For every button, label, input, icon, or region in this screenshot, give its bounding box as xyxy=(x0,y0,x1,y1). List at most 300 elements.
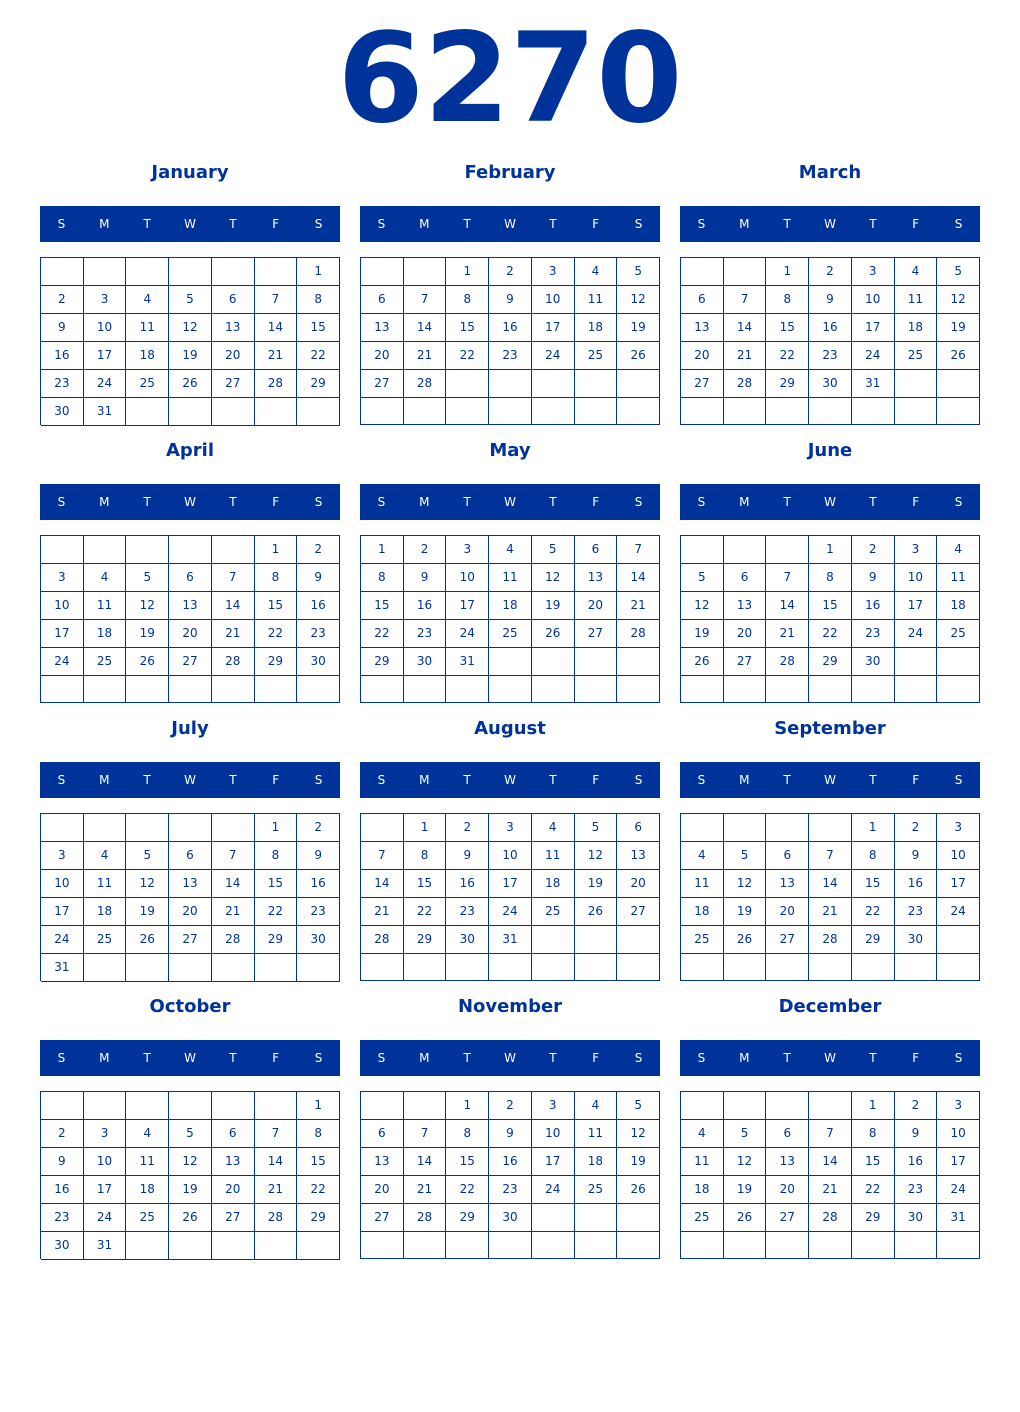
empty-cell xyxy=(489,370,532,398)
empty-cell xyxy=(255,676,298,703)
day-cell: 8 xyxy=(404,842,447,870)
empty-cell xyxy=(255,1092,298,1120)
day-cell: 16 xyxy=(297,592,340,620)
weekday-header xyxy=(680,484,980,520)
weekday-label: F xyxy=(912,217,920,231)
day-cell: 12 xyxy=(169,1148,212,1176)
day-cell: 7 xyxy=(404,1120,447,1148)
empty-cell xyxy=(126,1232,169,1260)
weekday-label: T xyxy=(229,773,237,787)
day-cell: 9 xyxy=(41,314,84,342)
weekday-label: S xyxy=(954,1051,963,1065)
weekday-label: T xyxy=(783,1051,791,1065)
empty-cell xyxy=(532,398,575,425)
day-cell: 21 xyxy=(724,342,767,370)
empty-cell xyxy=(361,1232,404,1259)
day-cell: 21 xyxy=(255,342,298,370)
day-cell: 3 xyxy=(937,814,980,842)
day-cell: 30 xyxy=(809,370,852,398)
empty-cell xyxy=(937,954,980,981)
day-cell: 23 xyxy=(404,620,447,648)
weekday-header xyxy=(360,762,660,798)
day-cell: 13 xyxy=(361,1148,404,1176)
day-cell: 8 xyxy=(297,1120,340,1148)
empty-cell xyxy=(532,370,575,398)
day-cell: 18 xyxy=(681,898,724,926)
day-cell: 24 xyxy=(852,342,895,370)
empty-cell xyxy=(617,1232,660,1259)
weekday-label: F xyxy=(592,495,600,509)
day-cell: 25 xyxy=(126,370,169,398)
day-grid xyxy=(360,1091,660,1259)
day-cell: 31 xyxy=(852,370,895,398)
day-cell: 7 xyxy=(724,286,767,314)
weekday-label: M xyxy=(99,217,110,231)
empty-cell xyxy=(212,1232,255,1260)
empty-cell xyxy=(169,536,212,564)
day-cell: 9 xyxy=(852,564,895,592)
day-cell: 9 xyxy=(297,842,340,870)
empty-cell xyxy=(126,1092,169,1120)
day-cell: 15 xyxy=(766,314,809,342)
day-cell: 11 xyxy=(84,592,127,620)
empty-cell xyxy=(575,954,618,981)
day-cell: 28 xyxy=(724,370,767,398)
day-cell: 1 xyxy=(255,814,298,842)
day-cell: 4 xyxy=(937,536,980,564)
empty-cell xyxy=(724,814,767,842)
day-cell: 1 xyxy=(404,814,447,842)
day-cell: 4 xyxy=(84,564,127,592)
day-cell: 8 xyxy=(361,564,404,592)
day-cell: 29 xyxy=(446,1204,489,1232)
weekday-label: S xyxy=(954,495,963,509)
day-cell: 23 xyxy=(297,898,340,926)
empty-cell xyxy=(169,1232,212,1260)
day-cell: 4 xyxy=(681,842,724,870)
empty-cell xyxy=(532,676,575,703)
weekday-label: S xyxy=(634,495,643,509)
empty-cell xyxy=(84,676,127,703)
weekday-header xyxy=(680,1040,980,1076)
weekday-label: S xyxy=(314,1051,323,1065)
weekday-label: T xyxy=(549,217,557,231)
day-cell: 3 xyxy=(84,286,127,314)
month-name: November xyxy=(457,996,563,1017)
day-cell: 17 xyxy=(446,592,489,620)
empty-cell xyxy=(681,398,724,425)
day-cell: 22 xyxy=(852,898,895,926)
weekday-label: W xyxy=(824,773,836,787)
day-cell: 17 xyxy=(532,1148,575,1176)
empty-cell xyxy=(532,954,575,981)
day-cell: 15 xyxy=(404,870,447,898)
day-cell: 6 xyxy=(169,564,212,592)
day-cell: 10 xyxy=(852,286,895,314)
day-cell: 14 xyxy=(404,314,447,342)
day-cell: 21 xyxy=(404,342,447,370)
day-cell: 17 xyxy=(41,620,84,648)
day-cell: 15 xyxy=(297,314,340,342)
weekday-label: T xyxy=(229,495,237,509)
day-cell: 31 xyxy=(84,1232,127,1260)
empty-cell xyxy=(489,398,532,425)
weekday-label: W xyxy=(184,217,196,231)
empty-cell xyxy=(852,676,895,703)
day-cell: 2 xyxy=(297,814,340,842)
weekday-label: T xyxy=(549,495,557,509)
day-cell: 5 xyxy=(617,258,660,286)
day-cell: 13 xyxy=(766,1148,809,1176)
day-cell: 22 xyxy=(297,342,340,370)
day-cell: 26 xyxy=(617,1176,660,1204)
day-cell: 11 xyxy=(937,564,980,592)
day-cell: 5 xyxy=(532,536,575,564)
day-cell: 15 xyxy=(809,592,852,620)
weekday-label: F xyxy=(912,1051,920,1065)
day-cell: 5 xyxy=(169,1120,212,1148)
weekday-label: M xyxy=(739,217,750,231)
day-cell: 10 xyxy=(895,564,938,592)
day-cell: 23 xyxy=(297,620,340,648)
day-cell: 24 xyxy=(937,1176,980,1204)
empty-cell xyxy=(681,954,724,981)
day-cell: 11 xyxy=(532,842,575,870)
weekday-header xyxy=(680,206,980,242)
day-cell: 11 xyxy=(126,314,169,342)
day-cell: 1 xyxy=(297,258,340,286)
empty-cell xyxy=(126,258,169,286)
day-cell: 22 xyxy=(404,898,447,926)
empty-cell xyxy=(361,258,404,286)
day-cell: 27 xyxy=(724,648,767,676)
empty-cell xyxy=(404,398,447,425)
day-cell: 22 xyxy=(361,620,404,648)
day-cell: 27 xyxy=(766,1204,809,1232)
weekday-label: T xyxy=(869,495,877,509)
weekday-label: F xyxy=(592,217,600,231)
empty-cell xyxy=(852,1232,895,1259)
day-cell: 20 xyxy=(766,898,809,926)
day-cell: 6 xyxy=(766,842,809,870)
day-cell: 7 xyxy=(255,286,298,314)
day-cell: 17 xyxy=(895,592,938,620)
empty-cell xyxy=(41,258,84,286)
day-cell: 30 xyxy=(297,648,340,676)
empty-cell xyxy=(446,1232,489,1259)
day-cell: 28 xyxy=(809,926,852,954)
weekday-label: M xyxy=(419,495,430,509)
day-grid xyxy=(360,813,660,981)
empty-cell xyxy=(681,1092,724,1120)
day-cell: 28 xyxy=(212,926,255,954)
day-cell: 6 xyxy=(766,1120,809,1148)
empty-cell xyxy=(212,814,255,842)
day-cell: 23 xyxy=(895,898,938,926)
empty-cell xyxy=(489,954,532,981)
day-cell: 21 xyxy=(809,898,852,926)
empty-cell xyxy=(404,676,447,703)
empty-cell xyxy=(84,536,127,564)
day-cell: 5 xyxy=(575,814,618,842)
empty-cell xyxy=(361,676,404,703)
day-cell: 20 xyxy=(212,1176,255,1204)
day-cell: 10 xyxy=(84,314,127,342)
weekday-label: F xyxy=(912,773,920,787)
empty-cell xyxy=(809,954,852,981)
day-grid xyxy=(40,535,340,703)
day-cell: 26 xyxy=(169,1204,212,1232)
empty-cell xyxy=(575,398,618,425)
day-cell: 14 xyxy=(404,1148,447,1176)
weekday-label: T xyxy=(143,217,151,231)
day-cell: 6 xyxy=(681,286,724,314)
day-cell: 25 xyxy=(84,926,127,954)
day-cell: 26 xyxy=(532,620,575,648)
day-cell: 9 xyxy=(895,842,938,870)
day-grid xyxy=(680,535,980,703)
empty-cell xyxy=(169,258,212,286)
day-cell: 5 xyxy=(724,842,767,870)
empty-cell xyxy=(41,536,84,564)
empty-cell xyxy=(446,370,489,398)
day-cell: 25 xyxy=(681,926,724,954)
day-cell: 10 xyxy=(937,842,980,870)
day-cell: 8 xyxy=(809,564,852,592)
day-cell: 28 xyxy=(809,1204,852,1232)
weekday-header xyxy=(680,762,980,798)
day-cell: 3 xyxy=(852,258,895,286)
day-cell: 29 xyxy=(297,370,340,398)
day-cell: 26 xyxy=(617,342,660,370)
empty-cell xyxy=(575,370,618,398)
day-cell: 18 xyxy=(126,1176,169,1204)
empty-cell xyxy=(532,648,575,676)
empty-cell xyxy=(446,398,489,425)
empty-cell xyxy=(617,676,660,703)
empty-cell xyxy=(361,398,404,425)
day-cell: 26 xyxy=(724,926,767,954)
empty-cell xyxy=(724,536,767,564)
day-cell: 9 xyxy=(41,1148,84,1176)
day-cell: 26 xyxy=(169,370,212,398)
weekday-label: M xyxy=(739,773,750,787)
day-cell: 8 xyxy=(297,286,340,314)
day-cell: 30 xyxy=(895,1204,938,1232)
day-cell: 1 xyxy=(766,258,809,286)
day-cell: 31 xyxy=(446,648,489,676)
day-cell: 4 xyxy=(532,814,575,842)
day-cell: 9 xyxy=(809,286,852,314)
day-cell: 3 xyxy=(532,258,575,286)
weekday-label: F xyxy=(912,495,920,509)
day-cell: 28 xyxy=(212,648,255,676)
day-cell: 1 xyxy=(361,536,404,564)
day-cell: 13 xyxy=(169,870,212,898)
day-cell: 30 xyxy=(852,648,895,676)
day-cell: 31 xyxy=(84,398,127,426)
day-cell: 12 xyxy=(617,1120,660,1148)
day-cell: 2 xyxy=(404,536,447,564)
day-cell: 21 xyxy=(404,1176,447,1204)
empty-cell xyxy=(84,258,127,286)
day-cell: 3 xyxy=(895,536,938,564)
empty-cell xyxy=(895,648,938,676)
weekday-label: T xyxy=(143,773,151,787)
empty-cell xyxy=(404,1232,447,1259)
day-cell: 27 xyxy=(212,370,255,398)
month-name: April xyxy=(165,440,215,461)
day-cell: 24 xyxy=(84,370,127,398)
empty-cell xyxy=(169,676,212,703)
day-cell: 7 xyxy=(404,286,447,314)
empty-cell xyxy=(766,398,809,425)
day-cell: 17 xyxy=(84,342,127,370)
day-cell: 7 xyxy=(255,1120,298,1148)
empty-cell xyxy=(895,954,938,981)
day-cell: 3 xyxy=(532,1092,575,1120)
day-cell: 2 xyxy=(297,536,340,564)
day-cell: 18 xyxy=(532,870,575,898)
day-cell: 27 xyxy=(766,926,809,954)
empty-cell xyxy=(212,258,255,286)
day-cell: 30 xyxy=(41,398,84,426)
empty-cell xyxy=(809,398,852,425)
day-cell: 2 xyxy=(41,1120,84,1148)
day-cell: 6 xyxy=(212,286,255,314)
day-cell: 23 xyxy=(41,370,84,398)
weekday-label: T xyxy=(143,1051,151,1065)
day-cell: 13 xyxy=(169,592,212,620)
day-cell: 20 xyxy=(169,620,212,648)
weekday-label: M xyxy=(99,1051,110,1065)
empty-cell xyxy=(617,398,660,425)
weekday-label: M xyxy=(419,773,430,787)
empty-cell xyxy=(809,1232,852,1259)
weekday-label: T xyxy=(463,1051,471,1065)
day-cell: 8 xyxy=(852,842,895,870)
empty-cell xyxy=(532,1204,575,1232)
day-cell: 5 xyxy=(617,1092,660,1120)
empty-cell xyxy=(126,676,169,703)
day-cell: 2 xyxy=(489,258,532,286)
day-cell: 23 xyxy=(895,1176,938,1204)
empty-cell xyxy=(297,954,340,982)
day-cell: 13 xyxy=(212,314,255,342)
empty-cell xyxy=(255,398,298,426)
day-cell: 17 xyxy=(937,870,980,898)
day-cell: 10 xyxy=(532,286,575,314)
day-cell: 19 xyxy=(724,898,767,926)
day-cell: 3 xyxy=(41,842,84,870)
weekday-label: T xyxy=(783,495,791,509)
day-cell: 17 xyxy=(489,870,532,898)
day-cell: 13 xyxy=(361,314,404,342)
weekday-label: M xyxy=(419,1051,430,1065)
day-cell: 2 xyxy=(895,1092,938,1120)
day-cell: 11 xyxy=(895,286,938,314)
day-cell: 10 xyxy=(489,842,532,870)
day-cell: 29 xyxy=(852,1204,895,1232)
day-cell: 8 xyxy=(255,842,298,870)
empty-cell xyxy=(681,258,724,286)
weekday-label: W xyxy=(824,217,836,231)
weekday-label: S xyxy=(697,773,706,787)
weekday-header xyxy=(40,762,340,798)
weekday-label: M xyxy=(99,495,110,509)
day-cell: 25 xyxy=(532,898,575,926)
weekday-label: T xyxy=(783,217,791,231)
day-cell: 14 xyxy=(724,314,767,342)
day-grid xyxy=(40,1091,340,1259)
day-cell: 28 xyxy=(255,370,298,398)
day-cell: 21 xyxy=(766,620,809,648)
day-grid xyxy=(40,813,340,981)
day-cell: 18 xyxy=(489,592,532,620)
day-cell: 18 xyxy=(575,314,618,342)
day-cell: 1 xyxy=(809,536,852,564)
day-cell: 11 xyxy=(575,286,618,314)
day-cell: 29 xyxy=(809,648,852,676)
empty-cell xyxy=(937,1232,980,1259)
day-cell: 6 xyxy=(212,1120,255,1148)
empty-cell xyxy=(255,954,298,982)
weekday-label: T xyxy=(229,1051,237,1065)
day-cell: 19 xyxy=(126,898,169,926)
empty-cell xyxy=(212,676,255,703)
empty-cell xyxy=(937,926,980,954)
month-name: March xyxy=(798,162,862,183)
empty-cell xyxy=(84,954,127,982)
day-cell: 25 xyxy=(937,620,980,648)
day-cell: 5 xyxy=(126,842,169,870)
day-cell: 23 xyxy=(489,342,532,370)
day-cell: 10 xyxy=(532,1120,575,1148)
empty-cell xyxy=(575,1232,618,1259)
day-cell: 20 xyxy=(212,342,255,370)
day-cell: 20 xyxy=(681,342,724,370)
day-cell: 2 xyxy=(895,814,938,842)
weekday-label: W xyxy=(824,495,836,509)
weekday-header xyxy=(360,484,660,520)
weekday-label: S xyxy=(57,1051,66,1065)
weekday-label: T xyxy=(549,1051,557,1065)
day-cell: 8 xyxy=(446,1120,489,1148)
empty-cell xyxy=(41,1092,84,1120)
empty-cell xyxy=(404,1092,447,1120)
day-cell: 19 xyxy=(681,620,724,648)
day-cell: 24 xyxy=(532,1176,575,1204)
weekday-label: S xyxy=(634,1051,643,1065)
day-cell: 16 xyxy=(852,592,895,620)
day-cell: 24 xyxy=(84,1204,127,1232)
day-cell: 17 xyxy=(532,314,575,342)
weekday-header xyxy=(360,1040,660,1076)
day-cell: 14 xyxy=(361,870,404,898)
day-cell: 20 xyxy=(617,870,660,898)
empty-cell xyxy=(575,648,618,676)
day-cell: 16 xyxy=(404,592,447,620)
weekday-label: S xyxy=(697,1051,706,1065)
day-cell: 15 xyxy=(255,592,298,620)
day-cell: 4 xyxy=(575,258,618,286)
month-name: August xyxy=(474,718,546,739)
empty-cell xyxy=(169,954,212,982)
day-cell: 12 xyxy=(126,592,169,620)
day-grid xyxy=(680,813,980,981)
day-cell: 4 xyxy=(489,536,532,564)
weekday-label: M xyxy=(419,217,430,231)
